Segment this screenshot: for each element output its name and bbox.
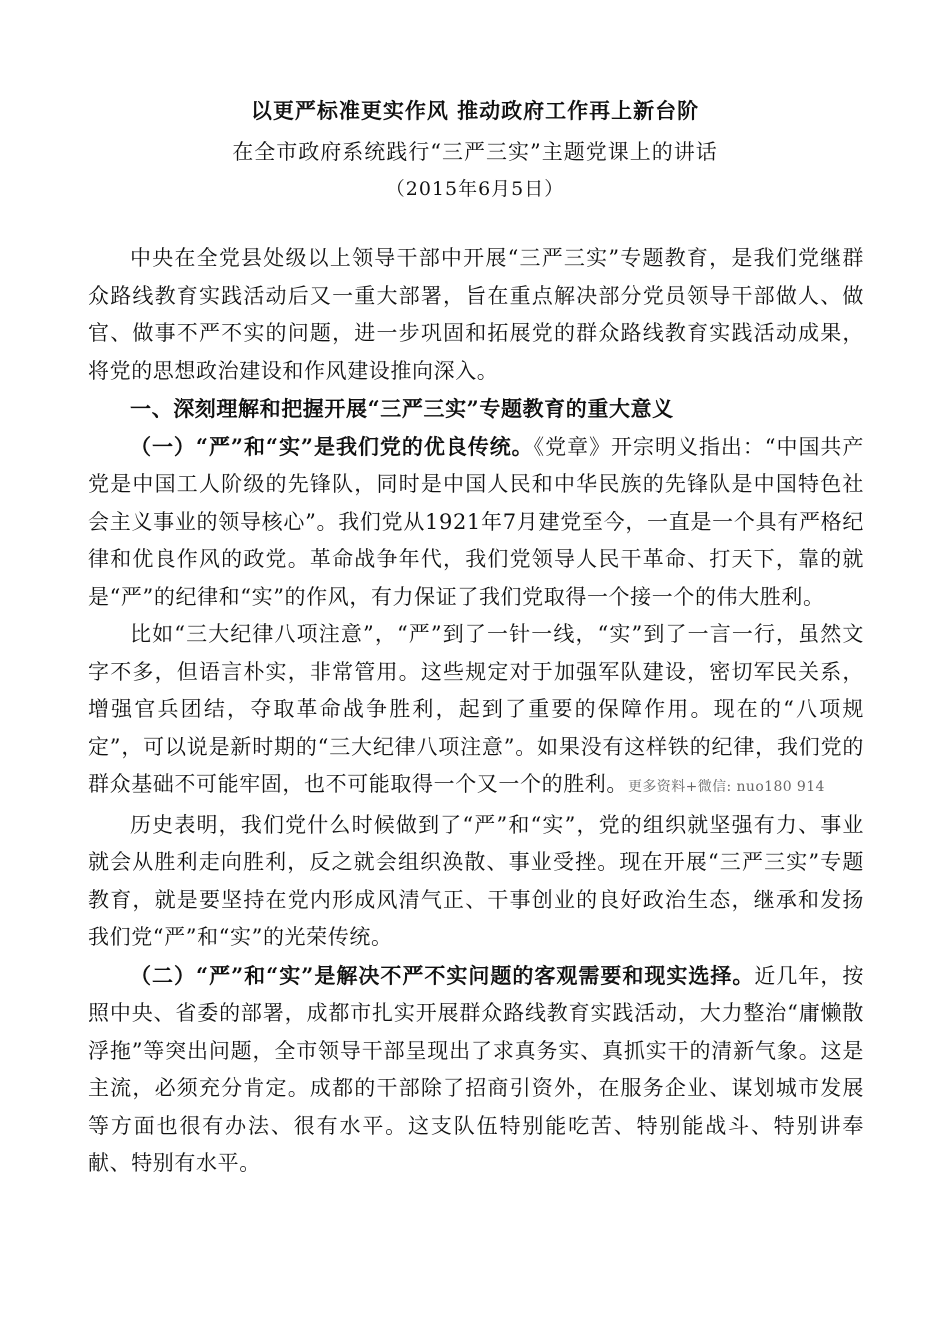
subsection-heading-2: （二）“严”和“实”是解决不严不实问题的客观需要和现实选择。 <box>130 962 755 988</box>
history-paragraph: 历史表明，我们党什么时候做到了“严”和“实”，党的组织就坚强有力、事业就会从胜利走向胜利，反之就会组织涣散、事业受挫。现在开展“三严三实”专题教育，就是要坚持在党内形成风清气正、干事创业的良好政治生态，继承和发扬我们党“严”和“实”的光荣传统。 <box>88 812 864 949</box>
document-title: 以更严标准更实作风 推动政府工作再上新台阶 <box>250 98 700 123</box>
document-subtitle: 在全市政府系统践行“三严三实”主题党课上的讲话 <box>232 140 718 164</box>
document-date: （2015年6月5日） <box>385 178 565 200</box>
section-heading-1: 一、深刻理解和把握开展“三严三实”专题教育的重大意义 <box>130 396 674 421</box>
subsection-1-text: 《党章》开宗明义指出：“中国共产党是中国工人阶级的先锋队，同时是中国人民和中华民族的先锋队是中国特色社会主义事业的领导核心”。我们党从1921年7月建党至今，一直是一个具有严格纪律和优良作风的政党。革命战争年代，我们党领导人民干革命、打天下，靠的就是“严”的纪律和“实”的作风，有力保证了我们党取得一个接一个的伟大胜利。 <box>88 434 864 609</box>
subsection-2-paragraph <box>88 957 864 1183</box>
subsection-1-paragraph <box>88 428 864 617</box>
contact-note: 更多资料+微信: nuo180 914 <box>628 779 825 795</box>
example-text: 比如“三大纪律八项注意”，“严”到了一针一线，“实”到了一言一行，虽然文字不多，但语言朴实，非常管用。这些规定对于加强军队建设，密切军民关系，增强官兵团结，夺取革命战争胜利，起到了重要的保障作用。现在的“八项规定”，可以说是新时期的“三大纪律八项注意”。如果没有这样铁的纪律，我们党的群众基础不可能牢固，也不可能取得一个又一个的胜利。 <box>88 622 864 796</box>
intro-paragraph: 中央在全党县处级以上领导干部中开展“三严三实”专题教育，是我们党继群众路线教育实践活动后又一重大部署，旨在重点解决部分党员领导干部做人、做官、做事不严不实的问题，进一步巩固和拓展党的群众路线教育实践活动成果，将党的思想政治建设和作风建设推向深入。 <box>88 246 864 383</box>
subsection-2-text: 近几年，按照中央、省委的部署，成都市扎实开展群众路线教育实践活动，大力整治“庸懒散浮拖”等突出问题，全市领导干部呈现出了求真务实、真抓实干的清新气象。这是主流，必须充分肯定。成都的干部除了招商引资外，在服务企业、谋划城市发展等方面也很有办法、很有水平。这支队伍特别能吃苦、特别能战斗、特别讲奉献、特别有水平。 <box>88 963 864 1175</box>
document-body <box>88 240 864 1183</box>
example-paragraph <box>88 616 864 807</box>
subsection-heading-1: （一）“严”和“实”是我们党的优良传统。 <box>130 433 534 459</box>
